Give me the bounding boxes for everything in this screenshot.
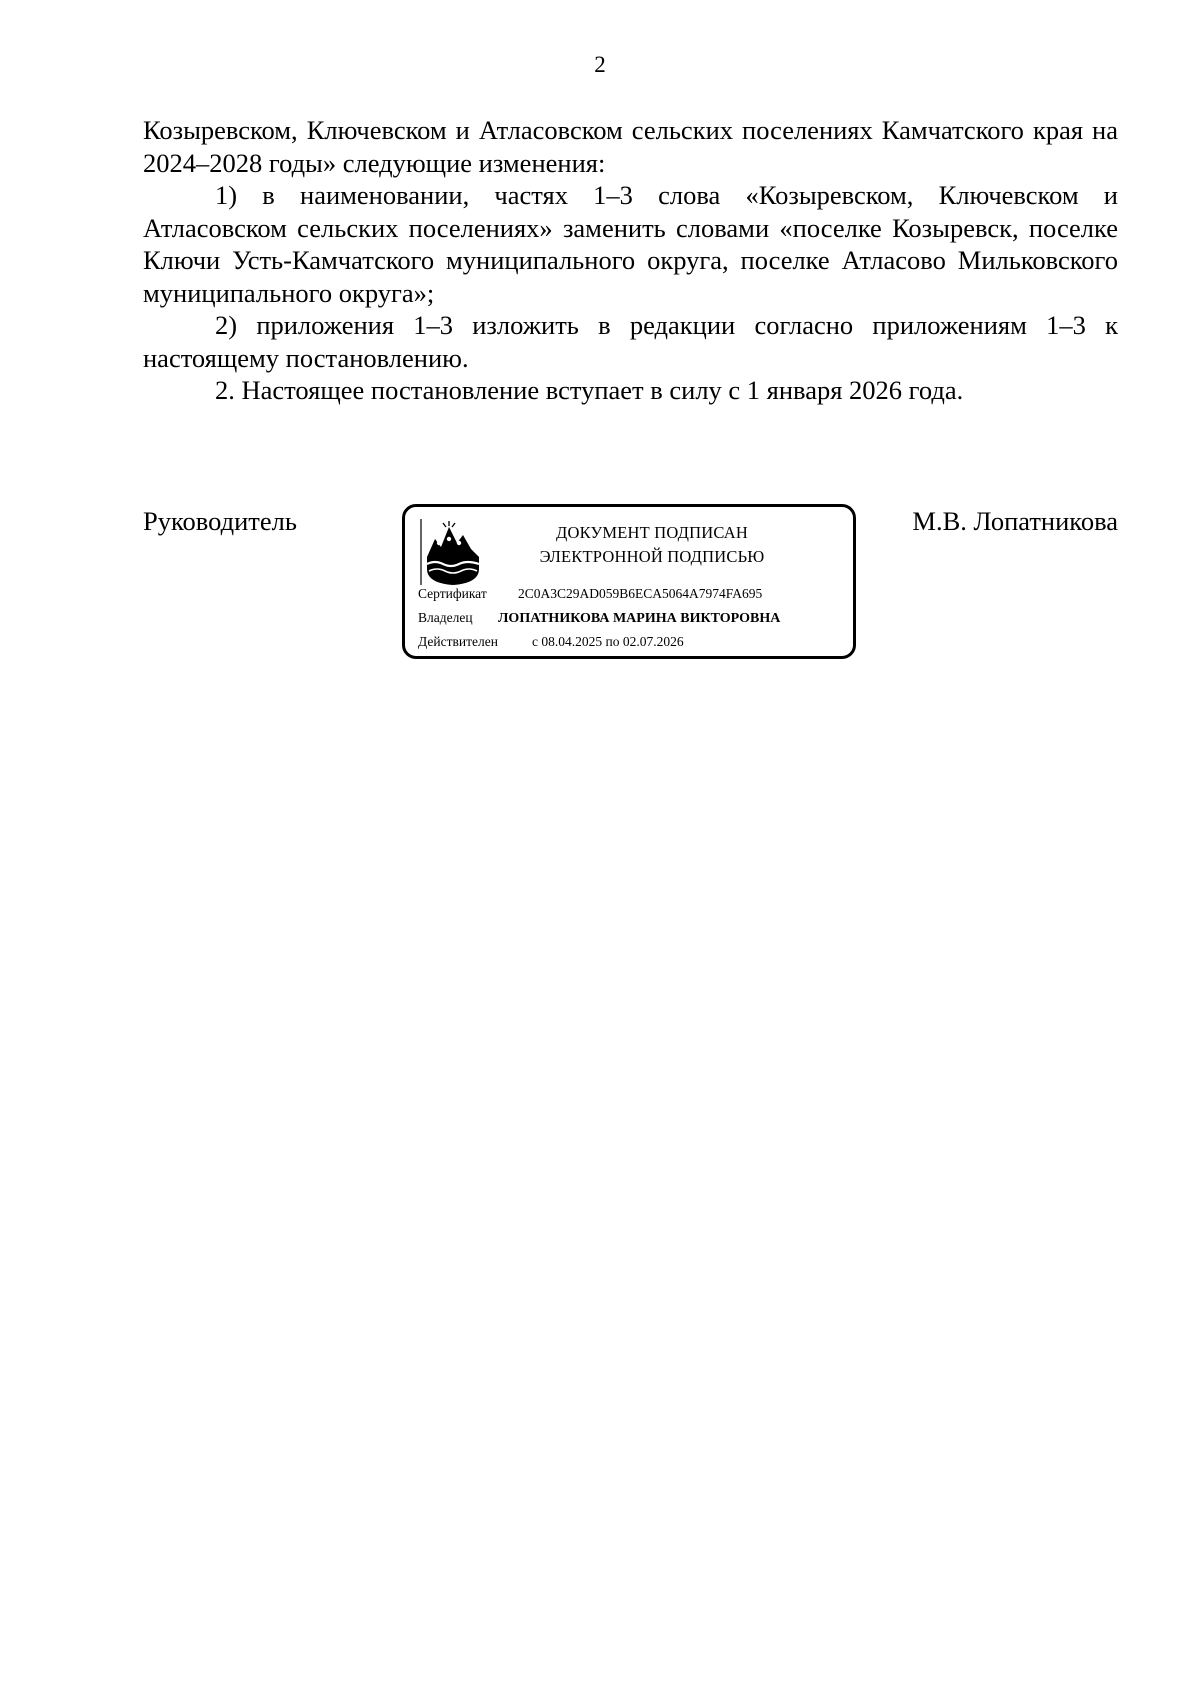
paragraph-clause-2: 2. Настоящее постановление вступает в силу с 1 января 2026 года. (215, 375, 964, 405)
stamp-title-line-2: ЭЛЕКТРОННОЙ ПОДПИСЬЮ (539, 547, 765, 566)
document-body (143, 114, 1118, 407)
stamp-title (517, 521, 787, 569)
signature-role: Руководитель (143, 506, 297, 536)
electronic-signature-stamp (402, 504, 856, 659)
paragraph-item-2: 2) приложения 1–3 изложить в редакции согласно приложениям 1–3 к настоящему постановлению. (143, 310, 1118, 373)
stamp-owner-row (418, 609, 780, 628)
stamp-certificate-row (418, 585, 762, 603)
stamp-title-line-1: ДОКУМЕНТ ПОДПИСАН (556, 523, 748, 542)
page-number: 2 (594, 52, 606, 77)
stamp-validity-value: с 08.04.2025 по 02.07.2026 (532, 634, 684, 649)
stamp-certificate-label: Сертификат (418, 586, 487, 601)
stamp-validity-row (418, 633, 684, 651)
signature-name: М.В. Лопатникова (912, 506, 1118, 536)
stamp-owner-value: ЛОПАТНИКОВА МАРИНА ВИКТОРОВНА (498, 611, 781, 626)
stamp-certificate-value: 2C0A3C29AD059B6ECA5064A7974FA695 (518, 586, 763, 601)
paragraph-continuation: Козыревском, Ключевском и Атласовском сельских поселениях Камчатского края на 2024–2028 годы» следующие изменения: (143, 115, 1118, 178)
stamp-validity-label: Действителен (418, 634, 498, 649)
stamp-owner-label: Владелец (418, 610, 473, 625)
kamchatka-coat-of-arms-icon (419, 517, 487, 587)
paragraph-item-1: 1) в наименовании, частях 1–3 слова «Козыревском, Ключевском и Атласовском сельских поселениях» заменить словами «поселке Козыревск, поселке Ключи Усть-Камчатского муниципального округа, поселке Атласово Мильковского муниципального округа»; (143, 180, 1118, 308)
